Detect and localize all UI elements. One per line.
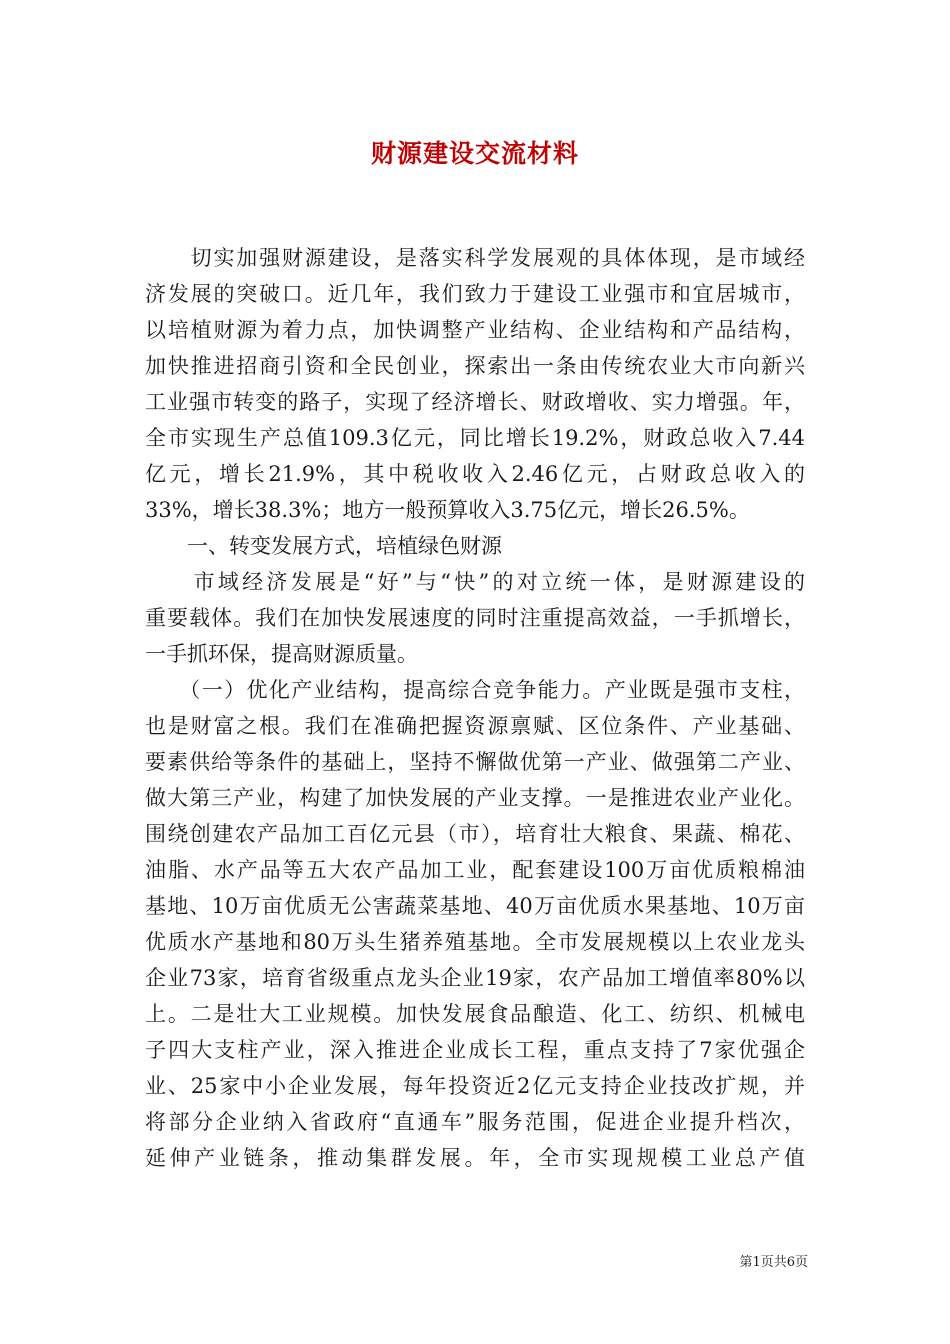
text-line: 也是财富之根。我们在准确把握资源禀赋、区位条件、产业基础、 [145,714,805,738]
text-line: 切实加强财源建设，是落实科学发展观的具体体现，是市域经 [145,246,805,270]
text-line: （一）优化产业结构，提高综合竞争能力。产业既是强市支柱， [145,678,805,702]
text-line: 工业强市转变的路子，实现了经济增长、财政增收、实力增强。年， [145,390,805,414]
text-line: 围绕创建农产品加工百亿元县（市），培育壮大粮食、果蔬、棉花、 [145,822,805,846]
text-line: 延伸产业链条，推动集群发展。年，全市实现规模工业总产值 [145,1146,805,1170]
text-line: 重要载体。我们在加快发展速度的同时注重提高效益，一手抓增长， [145,606,805,630]
text-line: 一、转变发展方式，培植绿色财源 [145,534,502,558]
text-line: 将部分企业纳入省政府“直通车”服务范围，促进企业提升档次， [145,1110,805,1134]
text-line: 优质水产基地和80万头生猪养殖基地。全市发展规模以上农业龙头 [145,930,805,954]
text-line: 上。二是壮大工业规模。加快发展食品酿造、化工、纺织、机械电 [145,1002,805,1026]
text-line: 济发展的突破口。近几年，我们致力于建设工业强市和宜居城市， [145,282,805,306]
text-line: 做大第三产业，构建了加快发展的产业支撑。一是推进农业产业化。 [145,786,805,810]
text-line: 加快推进招商引资和全民创业，探索出一条由传统农业大市向新兴 [145,354,805,378]
document-title: 财源建设交流材料 [370,139,579,168]
text-line: 油脂、水产品等五大农产品加工业，配套建设100万亩优质粮棉油 [145,858,805,882]
text-line: 全市实现生产总值109.3亿元，同比增长19.2%，财政总收入7.44 [145,426,805,450]
text-line: 基地、10万亩优质无公害蔬菜基地、40万亩优质水果基地、10万亩 [145,894,805,918]
text-line: 33%，增长38.3%；地方一般预算收入3.75亿元，增长26.5%。 [145,498,750,522]
document-body [145,240,805,1176]
text-line: 业、25家中小企业发展，每年投资近2亿元支持企业技改扩规，并 [145,1074,805,1098]
text-line: 要素供给等条件的基础上，坚持不懈做优第一产业、做强第二产业、 [145,750,805,774]
text-line: 企业73家，培育省级重点龙头企业19家，农产品加工增值率80%以 [145,966,805,990]
page-footer: 第1页共6页 [739,1255,808,1270]
text-line: 市域经济发展是“好”与“快”的对立统一体，是财源建设的 [145,570,805,594]
text-line: 亿元，增长21.9%，其中税收收入2.46亿元，占财政总收入的 [145,462,805,486]
text-line: 子四大支柱产业，深入推进企业成长工程，重点支持了7家优强企 [145,1038,805,1062]
text-line: 一手抓环保，提高财源质量。 [145,642,418,666]
text-line: 以培植财源为着力点，加快调整产业结构、企业结构和产品结构， [145,318,805,342]
